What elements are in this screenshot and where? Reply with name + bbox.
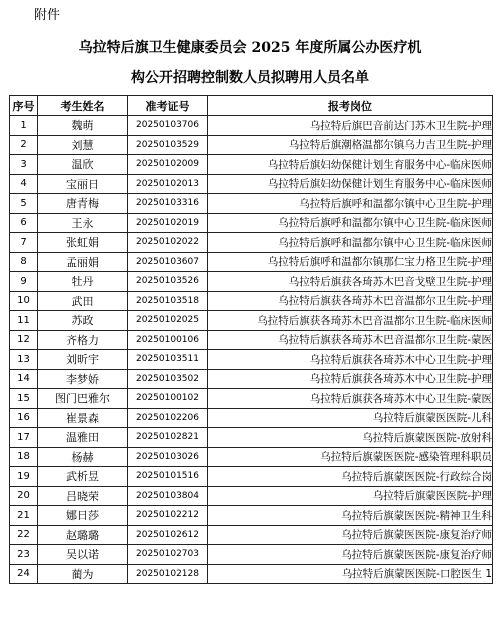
cell-candidate-name: 李梦娇 bbox=[38, 369, 128, 389]
table-row bbox=[10, 350, 493, 370]
cell-exam-number: 20250102612 bbox=[128, 525, 208, 545]
cell-exam-number: 20250101516 bbox=[128, 467, 208, 487]
cell-index: 14 bbox=[10, 369, 38, 389]
cell-index: 7 bbox=[10, 233, 38, 253]
cell-candidate-name: 张虹娟 bbox=[38, 233, 128, 253]
cell-position: 乌拉特后旗呼和温都尔镇中心卫生院-临床医师 bbox=[208, 233, 493, 253]
cell-position: 乌拉特后旗蒙医医院-康复治疗师 bbox=[208, 525, 493, 545]
cell-position: 乌拉特后旗获各琦苏木中心卫生院-护理 bbox=[208, 369, 493, 389]
table-row bbox=[10, 369, 493, 389]
cell-index: 1 bbox=[10, 116, 38, 136]
cell-candidate-name: 齐格力 bbox=[38, 330, 128, 350]
cell-index: 9 bbox=[10, 272, 38, 292]
cell-index: 16 bbox=[10, 408, 38, 428]
cell-index: 20 bbox=[10, 486, 38, 506]
cell-exam-number: 20250102009 bbox=[128, 155, 208, 175]
cell-exam-number: 20250103518 bbox=[128, 291, 208, 311]
document-title-line-2: 构公开招聘控制数人员拟聘用人员名单 bbox=[131, 70, 369, 86]
cell-index: 13 bbox=[10, 350, 38, 370]
cell-exam-number: 20250102206 bbox=[128, 408, 208, 428]
header-position: 报考岗位 bbox=[208, 96, 493, 116]
cell-index: 4 bbox=[10, 174, 38, 194]
cell-candidate-name: 温欣 bbox=[38, 155, 128, 175]
table-row bbox=[10, 564, 493, 584]
table-header-row bbox=[10, 96, 493, 116]
table-row bbox=[10, 389, 493, 409]
cell-index: 21 bbox=[10, 506, 38, 526]
cell-position: 乌拉特后旗妇幼保健计划生育服务中心-临床医师 bbox=[208, 155, 493, 175]
cell-exam-number: 20250103804 bbox=[128, 486, 208, 506]
table-row bbox=[10, 194, 493, 214]
cell-candidate-name: 孟丽娟 bbox=[38, 252, 128, 272]
cell-candidate-name: 吴以诺 bbox=[38, 545, 128, 565]
cell-exam-number: 20250102013 bbox=[128, 174, 208, 194]
cell-index: 22 bbox=[10, 525, 38, 545]
cell-position: 乌拉特后旗获各琦苏木中心卫生院-护理 bbox=[208, 350, 493, 370]
cell-position: 乌拉特后旗妇幼保健计划生育服务中心-临床医师 bbox=[208, 174, 493, 194]
table-row bbox=[10, 213, 493, 233]
table-row bbox=[10, 311, 493, 331]
cell-position: 乌拉特后旗蒙医医院-康复治疗师 bbox=[208, 545, 493, 565]
cell-candidate-name: 温雅田 bbox=[38, 428, 128, 448]
table-row bbox=[10, 428, 493, 448]
cell-position: 乌拉特后旗获各琦苏木巴音温都尔卫生院-临床医师 bbox=[208, 311, 493, 331]
table-row bbox=[10, 525, 493, 545]
table-row bbox=[10, 272, 493, 292]
header-candidate-name: 考生姓名 bbox=[38, 96, 128, 116]
cell-exam-number: 20250103316 bbox=[128, 194, 208, 214]
cell-exam-number: 20250102703 bbox=[128, 545, 208, 565]
table-row bbox=[10, 486, 493, 506]
cell-candidate-name: 苏政 bbox=[38, 311, 128, 331]
cell-exam-number: 20250102022 bbox=[128, 233, 208, 253]
table-row bbox=[10, 545, 493, 565]
cell-position: 乌拉特后旗蒙医医院-儿科 bbox=[208, 408, 493, 428]
cell-candidate-name: 刘慧 bbox=[38, 135, 128, 155]
table-row bbox=[10, 506, 493, 526]
cell-index: 15 bbox=[10, 389, 38, 409]
cell-index: 5 bbox=[10, 194, 38, 214]
cell-index: 6 bbox=[10, 213, 38, 233]
table-row bbox=[10, 252, 493, 272]
cell-index: 19 bbox=[10, 467, 38, 487]
cell-candidate-name: 赵璐璐 bbox=[38, 525, 128, 545]
cell-index: 18 bbox=[10, 447, 38, 467]
cell-exam-number: 20250103511 bbox=[128, 350, 208, 370]
cell-candidate-name: 刘昕宇 bbox=[38, 350, 128, 370]
cell-candidate-name: 牡丹 bbox=[38, 272, 128, 292]
table-row bbox=[10, 330, 493, 350]
cell-position: 乌拉特后旗获各琦苏木巴音温都尔卫生院-护理 bbox=[208, 291, 493, 311]
cell-index: 3 bbox=[10, 155, 38, 175]
cell-candidate-name: 图门巴雅尔 bbox=[38, 389, 128, 409]
table-row bbox=[10, 467, 493, 487]
cell-index: 11 bbox=[10, 311, 38, 331]
cell-candidate-name: 杨赫 bbox=[38, 447, 128, 467]
cell-index: 2 bbox=[10, 135, 38, 155]
table-body bbox=[10, 116, 493, 584]
cell-position: 乌拉特后旗呼和温都尔镇中心卫生院-临床医师 bbox=[208, 213, 493, 233]
cell-exam-number: 20250102128 bbox=[128, 564, 208, 584]
cell-index: 17 bbox=[10, 428, 38, 448]
cell-index: 8 bbox=[10, 252, 38, 272]
attachment-label: 附件 bbox=[34, 8, 61, 23]
cell-position: 乌拉特后旗蒙医医院-行政综合岗 bbox=[208, 467, 493, 487]
cell-position: 乌拉特后旗蒙医医院-精神卫生科 bbox=[208, 506, 493, 526]
cell-candidate-name: 唐青梅 bbox=[38, 194, 128, 214]
cell-exam-number: 20250102019 bbox=[128, 213, 208, 233]
cell-index: 23 bbox=[10, 545, 38, 565]
cell-position: 乌拉特后旗潮格温都尔镇乌力吉卫生院-护理 bbox=[208, 135, 493, 155]
cell-position: 乌拉特后旗蒙医医院-口腔医生 1 bbox=[208, 564, 493, 584]
cell-exam-number: 20250100106 bbox=[128, 330, 208, 350]
cell-exam-number: 20250102025 bbox=[128, 311, 208, 331]
cell-position: 乌拉特后旗获各琦苏木中心卫生院-蒙医 bbox=[208, 389, 493, 409]
table-row bbox=[10, 135, 493, 155]
cell-exam-number: 20250103502 bbox=[128, 369, 208, 389]
cell-candidate-name: 武析昱 bbox=[38, 467, 128, 487]
cell-candidate-name: 吕晓荣 bbox=[38, 486, 128, 506]
table-row bbox=[10, 174, 493, 194]
cell-candidate-name: 魏萌 bbox=[38, 116, 128, 136]
cell-position: 乌拉特后旗蒙医医院-放射科 bbox=[208, 428, 493, 448]
table-row bbox=[10, 116, 493, 136]
cell-candidate-name: 蔺为 bbox=[38, 564, 128, 584]
table-row bbox=[10, 155, 493, 175]
table-row bbox=[10, 233, 493, 253]
header-index: 序号 bbox=[10, 96, 38, 116]
cell-index: 10 bbox=[10, 291, 38, 311]
table-row bbox=[10, 408, 493, 428]
header-exam-number: 准考证号 bbox=[128, 96, 208, 116]
cell-position: 乌拉特后旗获各琦苏木巴音戈壁卫生院-护理 bbox=[208, 272, 493, 292]
cell-position: 乌拉特后旗蒙医医院-护理 bbox=[208, 486, 493, 506]
cell-exam-number: 20250103526 bbox=[128, 272, 208, 292]
table-row bbox=[10, 447, 493, 467]
cell-exam-number: 20250100102 bbox=[128, 389, 208, 409]
cell-position: 乌拉特后旗获各琦苏木巴音温都尔卫生院-蒙医 bbox=[208, 330, 493, 350]
cell-exam-number: 20250103706 bbox=[128, 116, 208, 136]
cell-index: 12 bbox=[10, 330, 38, 350]
cell-position: 乌拉特后旗呼和温都尔镇那仁宝力格卫生院-护理 bbox=[208, 252, 493, 272]
cell-candidate-name: 宝丽日 bbox=[38, 174, 128, 194]
cell-candidate-name: 王永 bbox=[38, 213, 128, 233]
cell-position: 乌拉特后旗巴音前达门苏木卫生院-护理 bbox=[208, 116, 493, 136]
cell-candidate-name: 娜日莎 bbox=[38, 506, 128, 526]
cell-candidate-name: 武田 bbox=[38, 291, 128, 311]
cell-candidate-name: 崔景森 bbox=[38, 408, 128, 428]
cell-index: 24 bbox=[10, 564, 38, 584]
cell-exam-number: 20250103529 bbox=[128, 135, 208, 155]
document-title-line-1: 乌拉特后旗卫生健康委员会 2025 年度所属公办医疗机 bbox=[78, 40, 422, 56]
cell-exam-number: 20250103607 bbox=[128, 252, 208, 272]
cell-exam-number: 20250103026 bbox=[128, 447, 208, 467]
cell-position: 乌拉特后旗蒙医医院-感染管理科职员 bbox=[208, 447, 493, 467]
table-row bbox=[10, 291, 493, 311]
cell-exam-number: 20250102821 bbox=[128, 428, 208, 448]
cell-position: 乌拉特后旗呼和温都尔镇中心卫生院-护理 bbox=[208, 194, 493, 214]
hiring-list-table bbox=[9, 95, 493, 584]
cell-exam-number: 20250102212 bbox=[128, 506, 208, 526]
